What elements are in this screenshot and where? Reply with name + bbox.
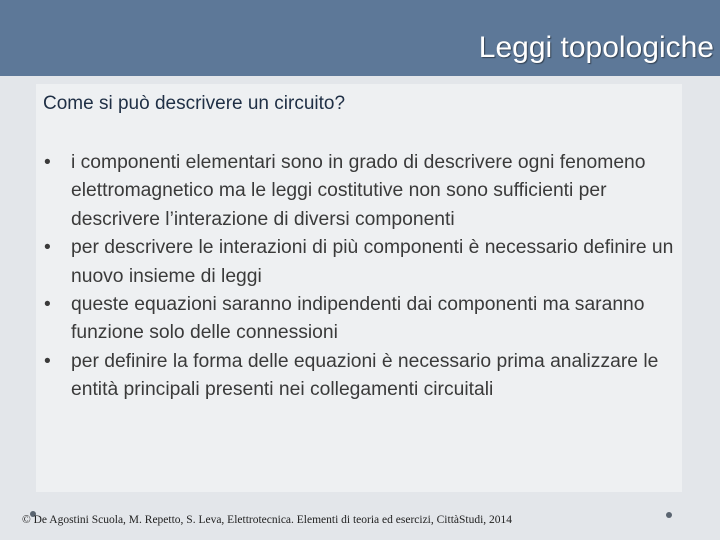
bullet-item xyxy=(44,291,680,348)
bullet-text: queste equazioni saranno indipendenti dai componenti ma saranno funzione solo delle connessioni xyxy=(71,294,645,344)
bullet-text: i componenti elementari sono in grado di descrivere ogni fenomeno elettromagnetico ma le leggi costitutive non sono sufficienti per descrivere l’interazione di diversi componenti xyxy=(71,152,646,230)
slide-subtitle: Come si può descrivere un circuito? xyxy=(43,93,346,114)
bullet-text: per definire la forma delle equazioni è necessario prima analizzare le entità principali presenti nei collegamenti circuitali xyxy=(71,350,659,401)
bullet-text: per descrivere le interazioni di più componenti è necessario definire un nuovo insieme di leggi xyxy=(71,237,674,287)
bullet-marker: • xyxy=(44,350,51,372)
bullet-marker: • xyxy=(44,237,51,259)
slide-title: Leggi topologiche xyxy=(478,31,714,64)
bullet-item xyxy=(44,348,680,405)
decorative-dot-right xyxy=(666,512,672,518)
bullet-list xyxy=(44,149,680,405)
bullet-item xyxy=(44,234,680,291)
copyright-credit: © De Agostini Scuola, M. Repetto, S. Leva, Elettrotecnica. Elementi di teoria ed esercizi, CittàStudi, 2014 xyxy=(22,514,513,526)
title-bar xyxy=(0,0,720,76)
bullet-marker: • xyxy=(44,152,51,173)
bullet-item xyxy=(44,149,680,234)
bullet-marker: • xyxy=(44,294,51,316)
